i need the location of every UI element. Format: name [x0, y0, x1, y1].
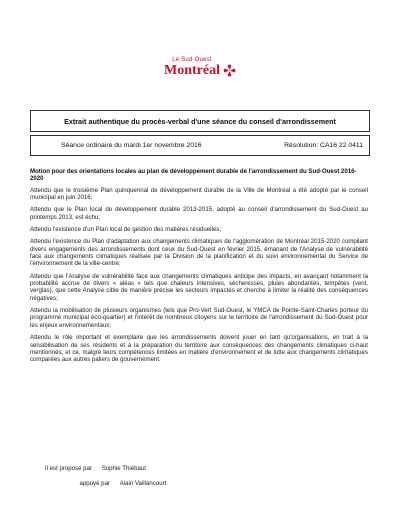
paragraph: Attendu l'existence d'un Plan local de gestion des matières résiduelles; [30, 226, 222, 234]
logo-subtitle: Le Sud-Ouest [172, 57, 212, 63]
session-date: Séance ordinaire du mardi 1er novembre 2016 [61, 142, 202, 149]
montreal-logo [0, 48, 400, 78]
rosette-icon [223, 64, 236, 77]
paragraph: Attendu que le troisième Plan quinquennal de développement durable de la Ville de Montréal a été adopté par le conseil municipal en juin 2016; [30, 186, 368, 202]
minutes-body [30, 168, 368, 369]
paragraph: Attendu que l'Analyse de vulnérabilité face aux changements climatiques anticipe des impacts, en avançant notamment la probabilité accrue de divers « aléas » tels que chaleurs intensives, sécheresses, pluies abondantes, tempêtes (vent, verglas), que cette Analyse cible de manière précise les secteurs impactés et cherche à limiter la réalité des conséquences négatives; [30, 272, 368, 302]
paragraph: Attendu la mobilisation de plusieurs organismes (tels que Pro-Vert Sud-Ouest, le YMCA de Pointe-Saint-Charles porteur du programme municipal éco-quartier) et l'intérêt de nombreux citoyens sur le territoire de l'arrondissement du Sud-Ouest pour les enjeux environnementaux; [30, 307, 368, 329]
logo-name: Montréal [164, 63, 220, 78]
motion-heading: Motion pour des orientations locales au plan de développement durable de l'arrondissement du Sud-Ouest 2016-2020 [30, 168, 357, 183]
proposed-label: Il est proposé par [44, 465, 92, 472]
document-title: Extrait authentique du procès-verbal d'une séance du conseil d'arrondissement [30, 110, 370, 132]
proposer-name: Sophie Thiébaut [101, 465, 146, 472]
seconder-name: Alain Vaillancourt [119, 480, 167, 487]
resolution-number: Résolution: CA16 22 0411 [284, 142, 363, 149]
paragraph: Attendu le rôle important et exemplaire que les arrondissements doivent jouer en tant qu'organisations, en trait à la sensibilisation de ses résidents et à la préparation du territoire aux conséquences des changements climatiques ci-haut mentionnés, et ce, malgré leurs compétences limitées en matière d'environnement et de lutte aux changements climatiques comparées aux autres paliers de gouvernement. [30, 334, 368, 364]
session-info [30, 135, 370, 156]
paragraph: Attendu l'existence du Plan d'adaptation aux changements climatiques de l'agglomération de Montréal 2015-2020 compilant divers engagements des arrondissements dont ceux du Sud-Ouest en février 2015, émanant de l'Analyse de vulnérabilité face aux changements climatiques réalisée par la Division de la planification et du suivi environnemental du Service de l'environnement de la ville-centre; [30, 238, 368, 268]
seconded-label: appuyé par [79, 480, 110, 487]
seconded-by-line [30, 480, 166, 487]
proposed-by-line [30, 465, 146, 472]
paragraph: Attendu que le Plan local de développement durable 2013-2015, adopté au conseil d'arrondissement du Sud-Ouest au printemps 2013, est échu; [30, 206, 368, 221]
